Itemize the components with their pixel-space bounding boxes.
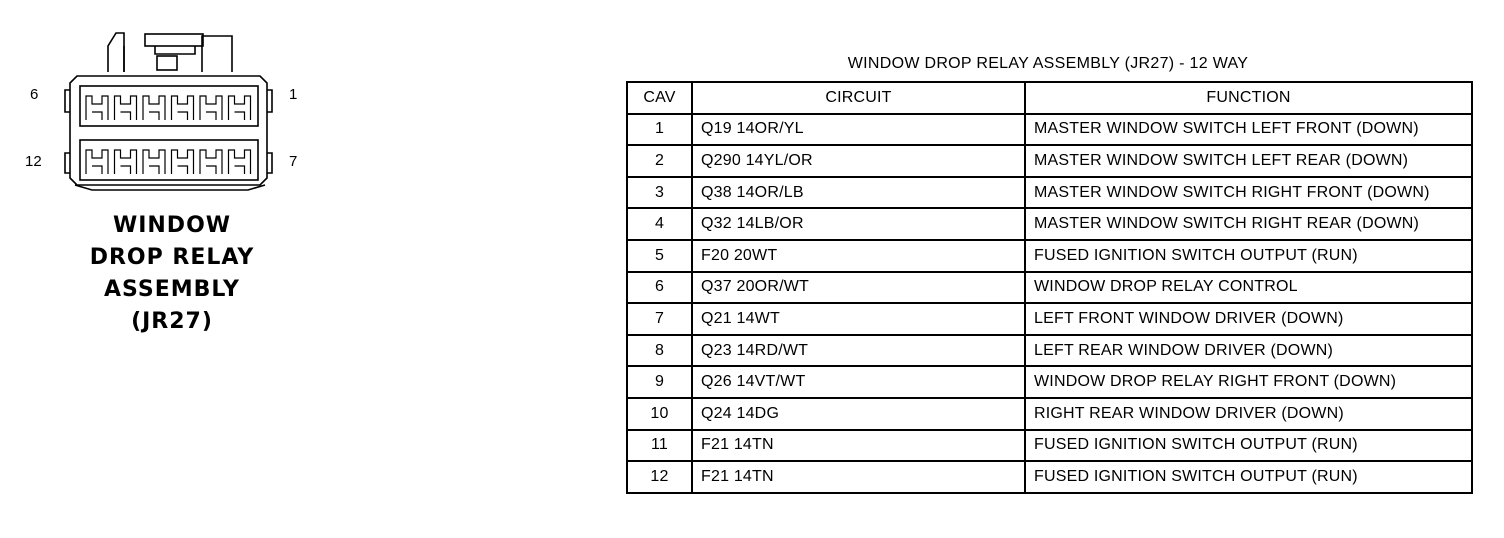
cavity-terminal bbox=[200, 96, 222, 120]
pin-label-12: 12 bbox=[25, 153, 42, 170]
table-row bbox=[627, 366, 1472, 398]
table-row bbox=[627, 461, 1472, 493]
cavity-terminal bbox=[143, 96, 165, 120]
cell-circuit: Q290 14YL/OR bbox=[692, 145, 1025, 177]
cell-cav: 6 bbox=[627, 272, 692, 304]
pin-label-7: 7 bbox=[289, 153, 298, 170]
cell-function: WINDOW DROP RELAY RIGHT FRONT (DOWN) bbox=[1025, 366, 1472, 398]
cell-function: LEFT FRONT WINDOW DRIVER (DOWN) bbox=[1025, 303, 1472, 335]
table-row bbox=[627, 398, 1472, 430]
connector-title-line-2: DROP RELAY bbox=[89, 245, 255, 270]
connector-title-line-1: WINDOW bbox=[112, 213, 232, 238]
cell-circuit: Q21 14WT bbox=[692, 303, 1025, 335]
cell-circuit: F20 20WT bbox=[692, 240, 1025, 272]
cavity-terminal bbox=[200, 150, 222, 174]
cell-cav: 11 bbox=[627, 430, 692, 462]
cell-circuit: F21 14TN bbox=[692, 430, 1025, 462]
cavity-terminal bbox=[115, 96, 137, 120]
table-title: WINDOW DROP RELAY ASSEMBLY (JR27) - 12 WAY bbox=[847, 55, 1249, 72]
table-row bbox=[627, 145, 1472, 177]
header-circuit: CIRCUIT bbox=[692, 82, 1025, 114]
cell-function: LEFT REAR WINDOW DRIVER (DOWN) bbox=[1025, 335, 1472, 367]
cell-cav: 4 bbox=[627, 208, 692, 240]
cell-cav: 2 bbox=[627, 145, 692, 177]
cell-cav: 8 bbox=[627, 335, 692, 367]
cell-cav: 1 bbox=[627, 114, 692, 146]
pin-label-1: 1 bbox=[289, 86, 298, 103]
header-function: FUNCTION bbox=[1025, 82, 1472, 114]
connector-face-drawing bbox=[20, 28, 310, 198]
table-row bbox=[627, 272, 1472, 304]
pin-assignment-table bbox=[626, 81, 1473, 494]
connector-title-line-3: ASSEMBLY bbox=[104, 277, 240, 302]
cell-function: RIGHT REAR WINDOW DRIVER (DOWN) bbox=[1025, 398, 1472, 430]
cell-circuit: Q24 14DG bbox=[692, 398, 1025, 430]
cell-cav: 5 bbox=[627, 240, 692, 272]
cell-function: MASTER WINDOW SWITCH RIGHT FRONT (DOWN) bbox=[1025, 177, 1472, 209]
table-header-row bbox=[627, 82, 1472, 114]
pin-label-6: 6 bbox=[30, 86, 39, 103]
table-row bbox=[627, 335, 1472, 367]
cell-function: MASTER WINDOW SWITCH LEFT FRONT (DOWN) bbox=[1025, 114, 1472, 146]
cell-circuit: Q23 14RD/WT bbox=[692, 335, 1025, 367]
cell-cav: 10 bbox=[627, 398, 692, 430]
cell-circuit: Q38 14OR/LB bbox=[692, 177, 1025, 209]
cell-function: WINDOW DROP RELAY CONTROL bbox=[1025, 272, 1472, 304]
table-row bbox=[627, 303, 1472, 335]
cell-cav: 12 bbox=[627, 461, 692, 493]
table-row bbox=[627, 240, 1472, 272]
table-row bbox=[627, 177, 1472, 209]
cell-circuit: Q37 20OR/WT bbox=[692, 272, 1025, 304]
cavity-terminal bbox=[86, 150, 108, 174]
cell-cav: 9 bbox=[627, 366, 692, 398]
table-row bbox=[627, 430, 1472, 462]
cell-function: MASTER WINDOW SWITCH RIGHT REAR (DOWN) bbox=[1025, 208, 1472, 240]
cell-cav: 3 bbox=[627, 177, 692, 209]
table-row bbox=[627, 114, 1472, 146]
table-row bbox=[627, 208, 1472, 240]
cavity-terminal bbox=[172, 150, 194, 174]
connector-title-line-4: (JR27) bbox=[131, 309, 213, 334]
cell-function: FUSED IGNITION SWITCH OUTPUT (RUN) bbox=[1025, 430, 1472, 462]
cell-circuit: Q26 14VT/WT bbox=[692, 366, 1025, 398]
cell-function: FUSED IGNITION SWITCH OUTPUT (RUN) bbox=[1025, 461, 1472, 493]
header-cav: CAV bbox=[627, 82, 692, 114]
cell-circuit: Q19 14OR/YL bbox=[692, 114, 1025, 146]
connector-title bbox=[62, 210, 282, 338]
cell-function: FUSED IGNITION SWITCH OUTPUT (RUN) bbox=[1025, 240, 1472, 272]
cavity-terminal bbox=[229, 96, 251, 120]
cavity-terminal bbox=[229, 150, 251, 174]
cell-cav: 7 bbox=[627, 303, 692, 335]
cavity-terminal bbox=[86, 96, 108, 120]
cavity-terminal bbox=[143, 150, 165, 174]
cell-circuit: F21 14TN bbox=[692, 461, 1025, 493]
cell-function: MASTER WINDOW SWITCH LEFT REAR (DOWN) bbox=[1025, 145, 1472, 177]
cavity-terminal bbox=[172, 96, 194, 120]
cell-circuit: Q32 14LB/OR bbox=[692, 208, 1025, 240]
cavity-terminal bbox=[115, 150, 137, 174]
